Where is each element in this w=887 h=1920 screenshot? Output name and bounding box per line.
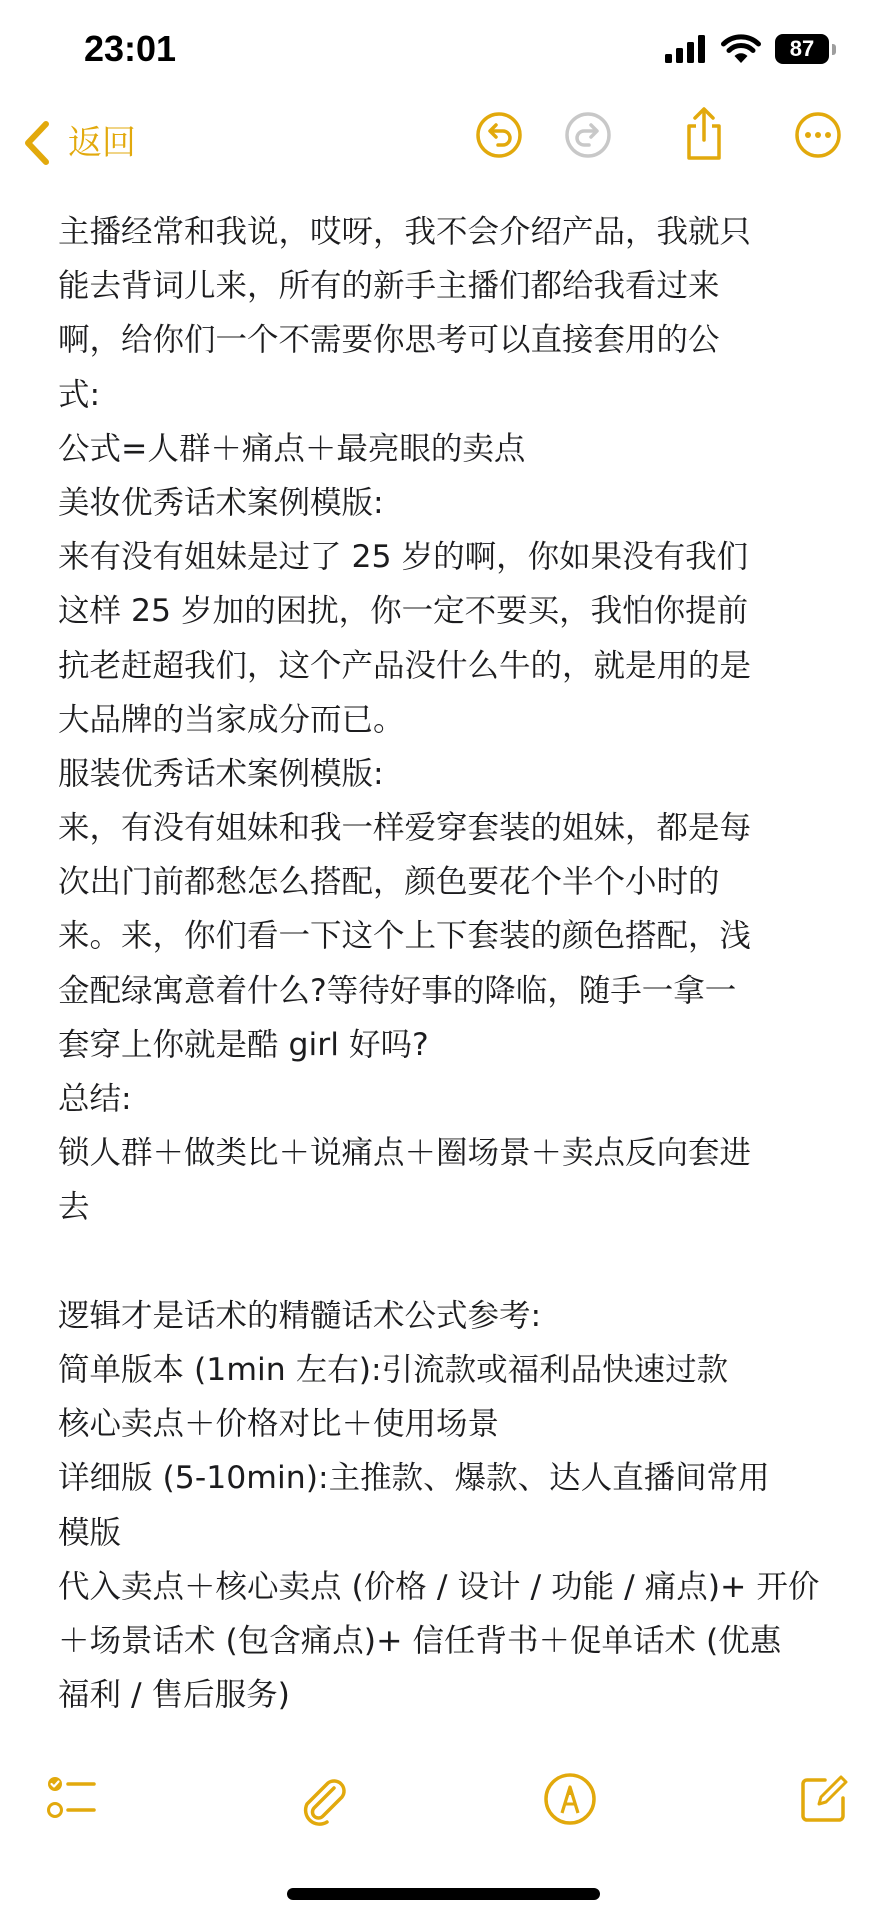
note-line: 核心卖点＋价格对比＋使用场景	[58, 1406, 500, 1443]
more-icon[interactable]	[793, 110, 843, 160]
note-line: 来，有没有姐妹和我一样爱穿套装的姐妹，都是每	[58, 810, 752, 847]
note-line: 式:	[58, 376, 101, 413]
note-line: 这样 25 岁加的困扰，你一定不要买，我怕你提前	[58, 593, 749, 630]
note-line: 模版	[58, 1514, 122, 1551]
status-time: 23:01	[84, 28, 177, 69]
redo-icon[interactable]	[563, 110, 613, 160]
note-line: 简单版本 (1min 左右):引流款或福利品快速过款	[58, 1351, 729, 1388]
note-line: 套穿上你就是酷 girl 好吗?	[58, 1026, 429, 1063]
battery-cap	[832, 44, 836, 55]
note-line: 福利 / 售后服务)	[58, 1677, 290, 1714]
note-line: 主播经常和我说，哎呀，我不会介绍产品，我就只	[58, 214, 752, 250]
wifi-icon	[721, 34, 761, 64]
note-line: 锁人群＋做类比＋说痛点＋圈场景＋卖点反向套进	[58, 1135, 752, 1172]
note-line: 美妆优秀话术案例模版:	[58, 484, 384, 521]
note-line: 大品牌的当家成分而已。	[58, 701, 405, 738]
note-line: ＋场景话术 (包含痛点)+ 信任背书＋促单话术 (优惠	[58, 1622, 782, 1659]
battery-icon	[775, 34, 837, 64]
paperclip-icon[interactable]	[294, 1770, 352, 1828]
note-line: 次出门前都愁怎么搭配，颜色要花个半个小时的	[58, 864, 720, 901]
compose-icon[interactable]	[795, 1770, 853, 1828]
chevron-left-icon	[22, 120, 52, 166]
back-button[interactable]	[22, 120, 136, 166]
battery-level: 87	[775, 34, 829, 64]
note-line: 服装优秀话术案例模版:	[58, 755, 384, 792]
note-line: 啊，给你们一个不需要你思考可以直接套用的公	[58, 322, 720, 359]
markup-pen-icon[interactable]	[541, 1770, 599, 1828]
note-line: 逻辑才是话术的精髓话术公式参考:	[58, 1297, 542, 1334]
share-icon[interactable]	[679, 106, 729, 162]
note-line: 详细版 (5-10min):主推款、爆款、达人直播间常用	[58, 1460, 770, 1497]
note-line: 代入卖点＋核心卖点 (价格 / 设计 / 功能 / 痛点)+ 开价	[58, 1568, 820, 1605]
note-line: 金配绿寓意着什么?等待好事的降临，随手一拿一	[58, 972, 737, 1009]
note-line: 去	[58, 1189, 90, 1226]
back-label: 返回	[68, 123, 136, 163]
note-line: 公式=人群＋痛点＋最亮眼的卖点	[58, 430, 526, 467]
navigation-bar	[0, 110, 887, 180]
undo-icon[interactable]	[474, 110, 524, 160]
note-line: 来。来，你们看一下这个上下套装的颜色搭配，浅	[58, 918, 752, 955]
cellular-signal-icon	[665, 35, 707, 63]
status-bar	[0, 0, 887, 100]
note-line: 来有没有姐妹是过了 25 岁的啊，你如果没有我们	[58, 539, 749, 576]
note-line: 抗老赶超我们，这个产品没什么牛的，就是用的是	[58, 647, 752, 684]
note-line	[58, 1235, 848, 1289]
bottom-toolbar	[0, 1770, 887, 1850]
checklist-icon[interactable]	[44, 1770, 102, 1828]
note-line: 总结:	[58, 1081, 132, 1117]
note-line: 能去背词儿来，所有的新手主播们都给我看过来	[58, 268, 720, 305]
note-body[interactable]	[58, 205, 848, 1722]
status-icons	[665, 34, 837, 64]
home-indicator[interactable]	[287, 1888, 600, 1900]
